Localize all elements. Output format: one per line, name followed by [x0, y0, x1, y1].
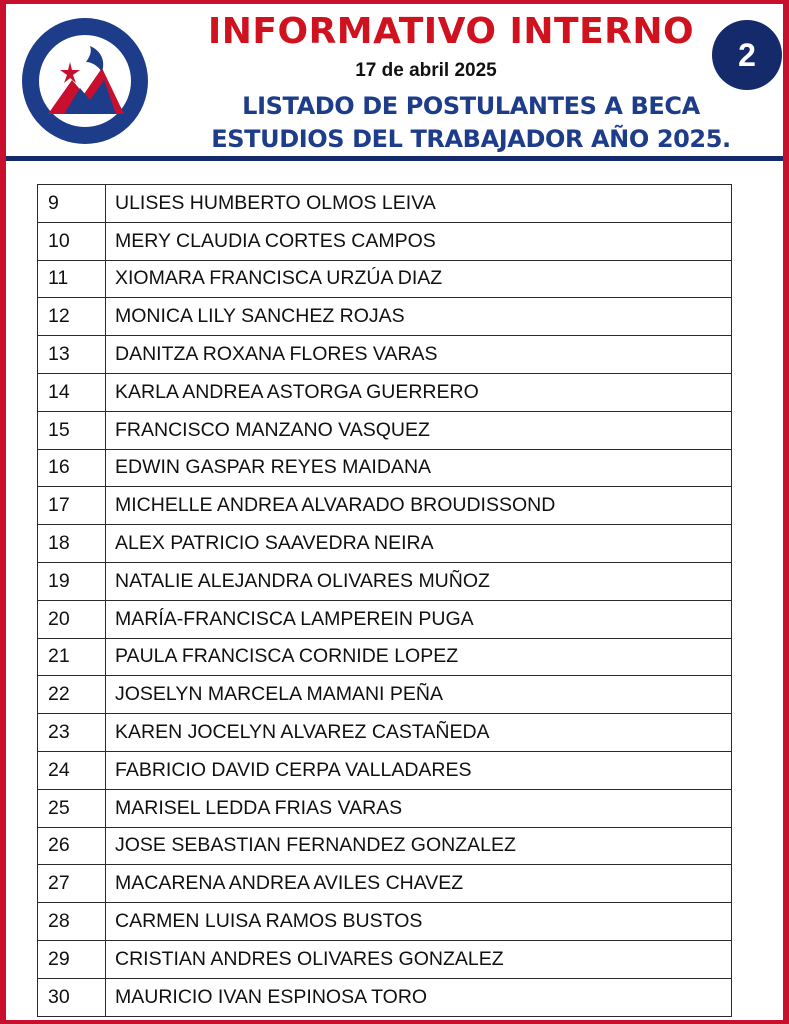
row-number: 11	[38, 260, 106, 298]
table-row	[38, 260, 732, 298]
row-number: 14	[38, 373, 106, 411]
table-row	[38, 600, 732, 638]
table-row	[38, 903, 732, 941]
table-row	[38, 978, 732, 1016]
applicant-name: MARISEL LEDDA FRIAS VARAS	[106, 789, 732, 827]
applicant-name: CARMEN LUISA RAMOS BUSTOS	[106, 903, 732, 941]
row-number: 19	[38, 562, 106, 600]
document-header	[6, 4, 783, 156]
row-number: 21	[38, 638, 106, 676]
row-number: 13	[38, 336, 106, 374]
table-row	[38, 865, 732, 903]
table-row	[38, 185, 732, 223]
applicants-table	[37, 184, 732, 1017]
row-number: 9	[38, 185, 106, 223]
table-row	[38, 336, 732, 374]
applicant-name: DANITZA ROXANA FLORES VARAS	[106, 336, 732, 374]
union-logo-icon	[20, 16, 150, 146]
table-row	[38, 827, 732, 865]
table-row	[38, 789, 732, 827]
applicant-name: EDWIN GASPAR REYES MAIDANA	[106, 449, 732, 487]
table-row	[38, 751, 732, 789]
row-number: 23	[38, 714, 106, 752]
applicant-name: PAULA FRANCISCA CORNIDE LOPEZ	[106, 638, 732, 676]
applicant-name: MAURICIO IVAN ESPINOSA TORO	[106, 978, 732, 1016]
row-number: 16	[38, 449, 106, 487]
table-row	[38, 411, 732, 449]
applicant-name: JOSELYN MARCELA MAMANI PEÑA	[106, 676, 732, 714]
applicant-name: ULISES HUMBERTO OLMOS LEIVA	[106, 185, 732, 223]
row-number: 29	[38, 940, 106, 978]
page-number-badge: 2	[712, 20, 782, 90]
row-number: 24	[38, 751, 106, 789]
subtitle-line-2: ESTUDIOS DEL TRABAJADOR AÑO 2025.	[211, 125, 731, 153]
list-subtitle	[176, 90, 766, 156]
applicant-name: MONICA LILY SANCHEZ ROJAS	[106, 298, 732, 336]
applicant-name: KAREN JOCELYN ALVAREZ CASTAÑEDA	[106, 714, 732, 752]
table-row	[38, 222, 732, 260]
table-row	[38, 940, 732, 978]
applicant-name: FRANCISCO MANZANO VASQUEZ	[106, 411, 732, 449]
applicant-name: MERY CLAUDIA CORTES CAMPOS	[106, 222, 732, 260]
header-divider	[6, 156, 783, 161]
applicant-name: ALEX PATRICIO SAAVEDRA NEIRA	[106, 525, 732, 563]
table-row	[38, 525, 732, 563]
row-number: 26	[38, 827, 106, 865]
row-number: 20	[38, 600, 106, 638]
table-row	[38, 487, 732, 525]
applicant-name: JOSE SEBASTIAN FERNANDEZ GONZALEZ	[106, 827, 732, 865]
row-number: 22	[38, 676, 106, 714]
table-row	[38, 298, 732, 336]
applicant-name: FABRICIO DAVID CERPA VALLADARES	[106, 751, 732, 789]
table-row	[38, 562, 732, 600]
table-row	[38, 676, 732, 714]
row-number: 15	[38, 411, 106, 449]
page-title: INFORMATIVO INTERNO	[207, 11, 695, 52]
applicant-name: MARÍA-FRANCISCA LAMPEREIN PUGA	[106, 600, 732, 638]
applicant-name: MACARENA ANDREA AVILES CHAVEZ	[106, 865, 732, 903]
applicant-name: MICHELLE ANDREA ALVARADO BROUDISSOND	[106, 487, 732, 525]
applicant-name: XIOMARA FRANCISCA URZÚA DIAZ	[106, 260, 732, 298]
row-number: 18	[38, 525, 106, 563]
table-row	[38, 373, 732, 411]
issue-date: 17 de abril 2025	[355, 60, 497, 81]
row-number: 10	[38, 222, 106, 260]
table-row	[38, 714, 732, 752]
table-row	[38, 638, 732, 676]
row-number: 12	[38, 298, 106, 336]
applicant-name: NATALIE ALEJANDRA OLIVARES MUÑOZ	[106, 562, 732, 600]
applicant-name: KARLA ANDREA ASTORGA GUERRERO	[106, 373, 732, 411]
table-row	[38, 449, 732, 487]
applicants-table-body	[38, 185, 732, 1017]
row-number: 17	[38, 487, 106, 525]
row-number: 27	[38, 865, 106, 903]
row-number: 28	[38, 903, 106, 941]
row-number: 25	[38, 789, 106, 827]
applicant-name: CRISTIAN ANDRES OLIVARES GONZALEZ	[106, 940, 732, 978]
subtitle-line-1: LISTADO DE POSTULANTES A BECA	[242, 92, 700, 120]
row-number: 30	[38, 978, 106, 1016]
